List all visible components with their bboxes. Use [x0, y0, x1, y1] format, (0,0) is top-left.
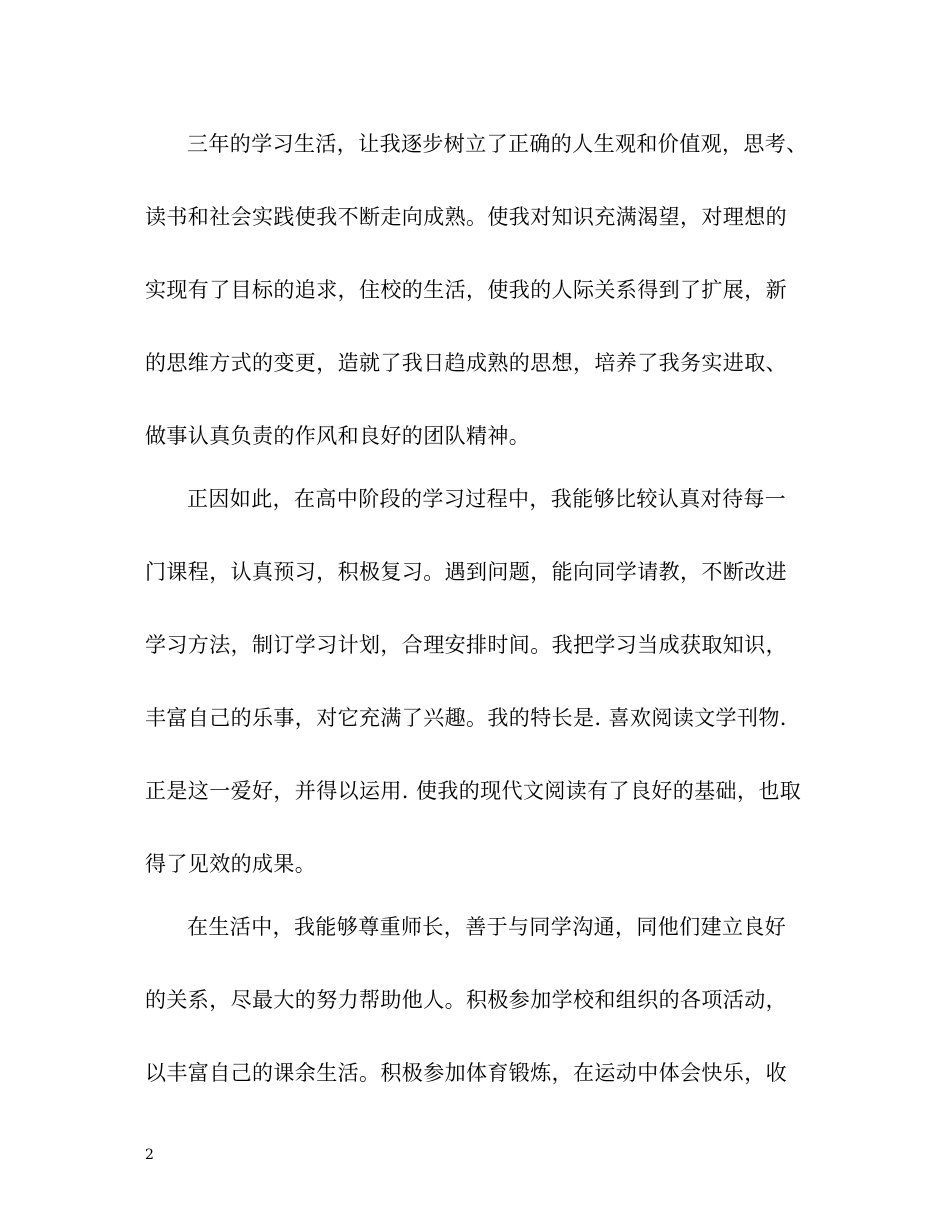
paragraph-2-line-3: 学习方法，制订学习计划，合理安排时间。我把学习当成获取知识，: [145, 633, 787, 657]
paragraph-2-line-1: 正因如此，在高中阶段的学习过程中，我能够比较认真对待每一: [187, 487, 787, 511]
paragraph-1-line-5: 做事认真负责的作风和良好的团队精神。: [145, 424, 531, 448]
paragraph-1-line-3: 实现有了目标的追求，住校的生活，使我的人际关系得到了扩展，新: [145, 278, 787, 302]
paragraph-2-line-6: 得了见效的成果。: [145, 852, 317, 876]
paragraph-3-line-3: 以丰富自己的课余生活。积极参加体育锻炼，在运动中体会快乐，收: [145, 1061, 787, 1085]
paragraph-2-line-5: 正是这一爱好，并得以运用. 使我的现代文阅读有了良好的基础，也取: [145, 779, 802, 803]
paragraph-3-line-1: 在生活中，我能够尊重师长，善于与同学沟通，同他们建立良好: [187, 915, 787, 939]
paragraph-1-line-2: 读书和社会实践使我不断走向成熟。使我对知识充满渴望，对理想的: [145, 205, 787, 229]
paragraph-1-line-4: 的思维方式的变更，造就了我日趋成熟的思想，培养了我务实进取、: [145, 351, 787, 375]
paragraph-3-line-2: 的关系，尽最大的努力帮助他人。积极参加学校和组织的各项活动，: [145, 988, 787, 1012]
paragraph-2-line-2: 门课程，认真预习，积极复习。遇到问题，能向同学请教，不断改进: [145, 560, 787, 584]
paragraph-1-line-1: 三年的学习生活，让我逐步树立了正确的人生观和价值观，思考、: [187, 132, 808, 156]
page-number: 2: [145, 1147, 154, 1163]
paragraph-2-line-4: 丰富自己的乐事，对它充满了兴趣。我的特长是. 喜欢阅读文学刊物.: [145, 706, 787, 730]
